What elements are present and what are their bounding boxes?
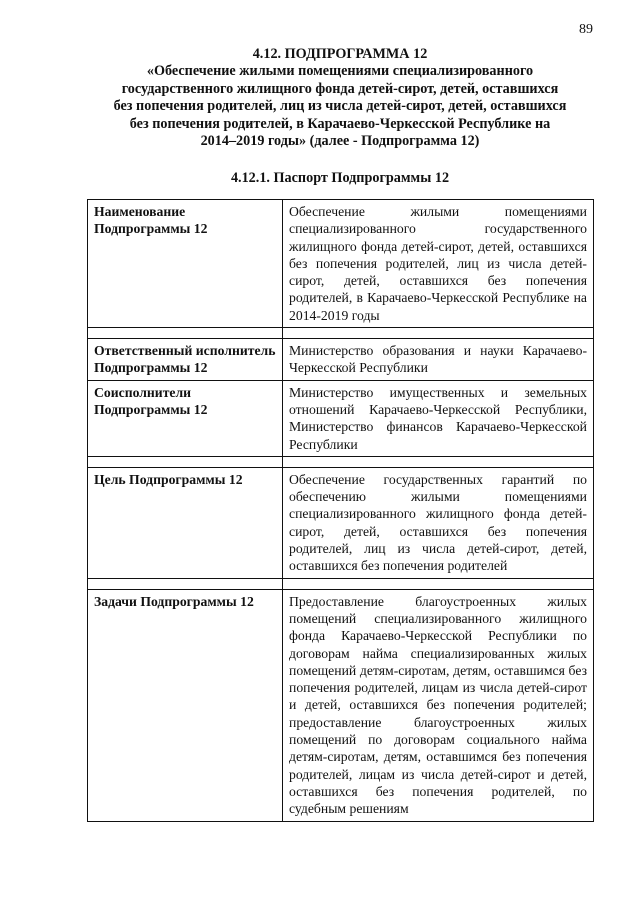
table-row — [88, 589, 594, 821]
row-label — [88, 200, 283, 328]
value-text: Министерство имущественных и земельных отношений Карачаево-Черкесской Республики, Министерство финансов Карачаево-Черкесской Республики — [289, 384, 587, 452]
heading-line: 2014–2019 годы» (далее - Подпрограмма 12) — [200, 133, 480, 150]
page-number: 89 — [579, 22, 593, 37]
value-text: Обеспечение государственных гарантий по обеспечению жилыми помещениями специализированного жилищного фонда детей-сирот, детей, оставшихся без попечения родителей, лиц из числа детей-сирот, детей, оставшихся без попечения родителей — [289, 471, 587, 574]
row-gap — [88, 328, 594, 339]
heading-line: государственного жилищного фонда детей-сирот, детей, оставшихся — [121, 80, 559, 97]
value-text: Обеспечение жилыми помещениями специализированного государственного жилищного фонда детей-сирот, детей, оставшихся без попечения родителей, лиц из числа детей-сирот, детей, оставшихся без попечения родителей, в Карачаево-Черкесской Республике на 2014-2019 годы — [289, 204, 587, 323]
row-label — [88, 467, 283, 578]
row-value — [283, 589, 594, 821]
table-row — [88, 467, 594, 578]
row-value — [283, 339, 594, 381]
row-gap — [88, 456, 594, 467]
label-text: Соисполнители Подпрограммы 12 — [94, 384, 208, 417]
row-value — [283, 380, 594, 456]
value-text: Министерство образования и науки Карачаево-Черкесской Республики — [289, 343, 587, 376]
row-gap — [88, 578, 594, 589]
heading-line: без попечения родителей, в Карачаево-Черкесской Республике на — [129, 115, 551, 132]
heading-line: 4.12. ПОДПРОГРАММА 12 — [252, 46, 428, 62]
label-text: Цель Подпрограммы 12 — [94, 471, 243, 487]
row-value — [283, 200, 594, 328]
row-label — [88, 380, 283, 456]
value-text: Предоставление благоустроенных жилых помещений специализированного жилищного фонда Карачаево-Черкесской Республики по договорам найма специализированных жилых помещений детям-сиротам, детям, оставшимся без попечения родителей, лицам из числа детей-сирот и детей, оставшихся без попечения родителей; предоставление благоустроенных жилых помещений по договорам социального найма детям-сиротам, детям, оставшимся без попечения родителей, лицам из числа детей-сирот и детей, оставшихся без попечения родителей, по судебным решениям — [289, 593, 587, 817]
label-text: Наименование Подпрограммы 12 — [94, 204, 208, 237]
row-label — [88, 589, 283, 821]
table-row — [88, 380, 594, 456]
heading-line: без попечения родителей, лиц из числа детей-сирот, детей, оставшихся — [113, 98, 567, 115]
table-row — [88, 339, 594, 381]
label-text: Задачи Подпрограммы 12 — [94, 593, 254, 609]
row-label — [88, 339, 283, 381]
label-text: Ответственный исполнитель Подпрограммы 12 — [94, 343, 276, 376]
section-title: 4.12.1. Паспорт Подпрограммы 12 — [230, 170, 450, 186]
table-row — [88, 200, 594, 328]
subprogram-heading — [70, 46, 610, 150]
passport-table — [87, 199, 594, 822]
heading-line: «Обеспечение жилыми помещениями специализированного — [146, 63, 534, 80]
row-value — [283, 467, 594, 578]
